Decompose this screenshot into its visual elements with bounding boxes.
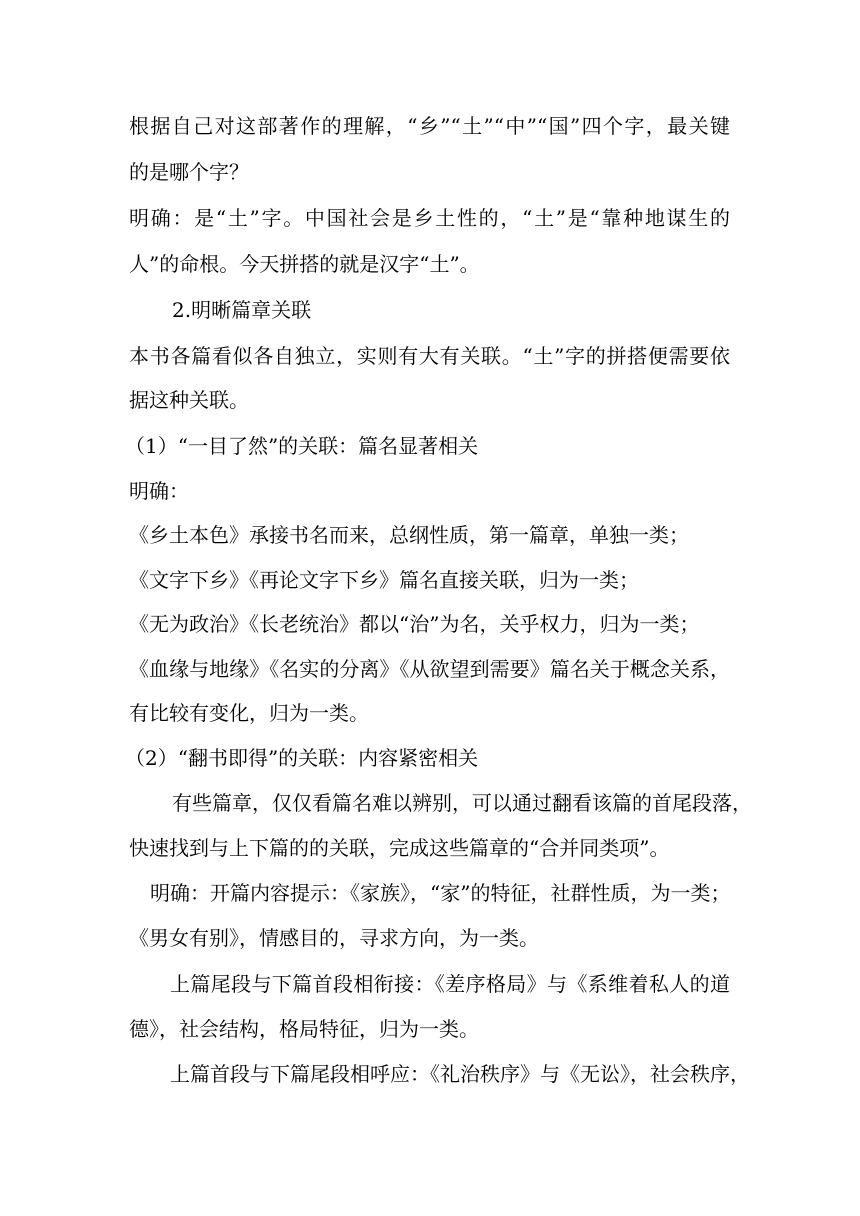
- subsection-heading: （1）“一目了然”的关联：篇名显著相关: [125, 434, 479, 458]
- paragraph-line: 上篇首段与下篇尾段相呼应：《礼治秩序》与《无讼》，社会秩序，: [170, 1062, 750, 1086]
- paragraph-line: 快速找到与上下篇的的关联，完成这些篇章的“合并同类项”。: [129, 836, 670, 860]
- paragraph-line: 有比较有变化，归为一类。: [129, 701, 369, 725]
- paragraph-line: 《血缘与地缘》《名实的分离》《从欲望到需要》篇名关于概念关系，: [129, 657, 730, 681]
- paragraph-line: 的是哪个字？: [129, 160, 249, 184]
- section-heading: 2.明晰篇章关联: [172, 298, 312, 322]
- subsection-heading: （2）“翻书即得”的关联：内容紧密相关: [125, 746, 479, 770]
- paragraph-line: 《无为政治》《长老统治》都以“治”为名，关乎权力，归为一类；: [129, 612, 700, 636]
- paragraph-line: 有些篇章，仅仅看篇名难以辨别，可以通过翻看该篇的首尾段落，: [172, 791, 752, 815]
- paragraph-line: 德》，社会结构，格局特征，归为一类。: [129, 1017, 479, 1041]
- paragraph-line: 人”的命根。今天拼搭的就是汉字“土”。: [129, 252, 480, 276]
- paragraph-line: 《乡土本色》承接书名而来，总纲性质，第一篇章，单独一类；: [129, 523, 689, 547]
- paragraph-line: 《男女有别》，情感目的，寻求方向，为一类。: [129, 926, 539, 950]
- paragraph-line: 本书各篇看似各自独立，实则有大有关联。“土”字的拼搭便需要依: [129, 344, 730, 368]
- paragraph-line: 明确：是“土”字。中国社会是乡土性的，“土”是“靠种地谋生的: [129, 206, 730, 230]
- paragraph-line: 据这种关联。: [129, 388, 249, 412]
- paragraph-line: 根据自己对这部著作的理解，“乡”“土”“中”“国”四个字，最关键: [129, 114, 730, 138]
- paragraph-line: 明确：开篇内容提示：《家族》，“家”的特征，社群性质，为一类；: [150, 881, 731, 905]
- paragraph-line: 《文字下乡》《再论文字下乡》篇名直接关联，归为一类；: [129, 568, 639, 592]
- paragraph-line: 明确：: [129, 479, 189, 503]
- paragraph-line: 上篇尾段与下篇首段相衔接：《差序格局》与《系维着私人的道: [170, 972, 730, 996]
